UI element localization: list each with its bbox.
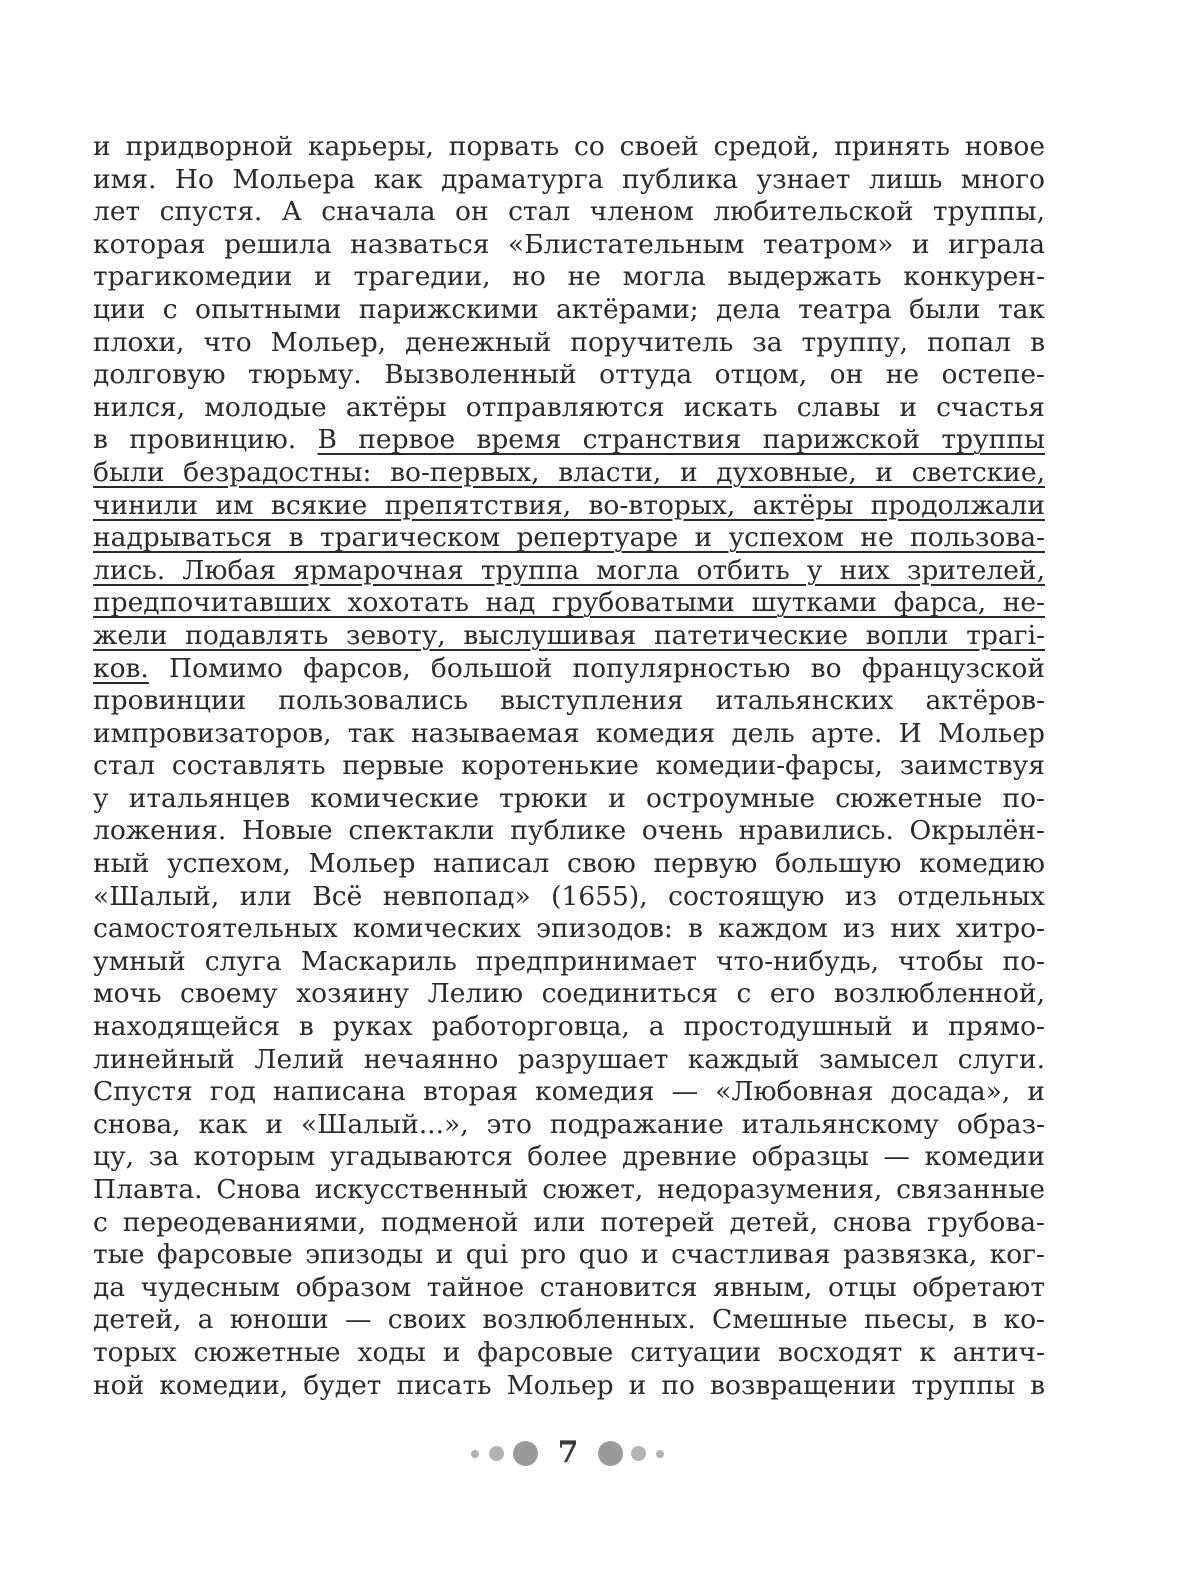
body-text (93, 131, 1045, 1402)
underlined-passage-end: ков. (93, 652, 149, 684)
underlined-passage: В первое время странствия парижской труппы (317, 424, 1046, 456)
underlined-line: предпочитавших хохотать над грубоватыми шутками фарса, не- (93, 587, 1045, 619)
decorative-dot-icon (598, 1441, 623, 1466)
text-line: и придворной карьеры, порвать со своей средой, принять новое (93, 131, 1045, 162)
text-line (93, 653, 1045, 686)
text-line: которая решила назваться «Блистательным театром» и играла (93, 228, 1045, 260)
text-line: торых сюжетные ходы и фарсовые ситуации восходят к антич- (93, 1336, 1045, 1368)
page-footer (0, 1430, 1200, 1480)
text-line: Плавта. Снова искусственный сюжет, недоразумения, связанные (93, 1174, 1045, 1205)
text-line: снова, как и «Шалый...», это подражание итальянскому образ- (93, 1108, 1045, 1140)
text-line: да чудесным образом тайное становится явным, отцы обретают (93, 1271, 1045, 1303)
underlined-line: лись. Любая ярмарочная труппа могла отбить у них зрителей, (93, 554, 1045, 586)
text-line: провинции пользовались выступления итальянских актёров- (93, 685, 1045, 717)
text-line: стал составлять первые коротенькие комедии-фарсы, заимствуя (93, 750, 1045, 782)
decorative-dot-icon (631, 1446, 646, 1461)
text-line: лет спустя. А сначала он стал членом любительской труппы, (93, 196, 1045, 228)
text-line: ции с опытными парижскими актёрами; дела театра были так (93, 293, 1045, 325)
text-line: имя. Но Мольера как драматурга публика узнает лишь много (93, 163, 1045, 195)
text-line: детей, а юноши — своих возлюбленных. Смешные пьесы, в ко- (93, 1304, 1045, 1336)
decorative-dot-icon (489, 1446, 504, 1461)
underlined-line: чинили им всякие препятствия, во-вторых, актёры продолжали (93, 489, 1045, 521)
decorative-dot-icon (656, 1450, 664, 1458)
text-line: у итальянцев комические трюки и остроумные сюжетные по- (93, 782, 1045, 814)
text-line (93, 424, 1045, 457)
text-line: ный успехом, Мольер написал свою первую большую комедию (93, 848, 1045, 880)
text-line: цу, за которым угадываются более древние образцы — комедии (93, 1141, 1045, 1173)
text-line: нился, молодые актёры отправляются искать славы и счастья (93, 391, 1045, 423)
text-segment: в провинцию. (93, 424, 318, 456)
text-line: тые фарсовые эпизоды и qui pro quo и счастливая развязка, ког- (93, 1239, 1045, 1271)
text-line: с переодеваниями, подменой или потерей детей, снова грубова- (93, 1206, 1045, 1238)
text-line: Спустя год написана вторая комедия — «Любовная досада», и (93, 1076, 1045, 1108)
text-line: долговую тюрьму. Вызволенный оттуда отцом, он не остепе- (93, 359, 1045, 391)
underlined-line: надрываться в трагическом репертуаре и успехом не пользова- (93, 522, 1045, 554)
decorative-dot-icon (471, 1450, 479, 1458)
underlined-line: были безрадостны: во-первых, власти, и духовные, и светские, (93, 456, 1045, 488)
underlined-line: жели подавлять зевоту, выслушивая патетические вопли трагі- (93, 619, 1045, 651)
text-segment: Помимо фарсов, большой популярностью во французской (148, 652, 1045, 684)
decorative-dot-icon (513, 1441, 538, 1466)
text-line: мочь своему хозяину Лелию соединиться с его возлюбленной, (93, 978, 1045, 1010)
text-line: умный слуга Маскариль предпринимает что-нибудь, чтобы по- (93, 945, 1045, 977)
text-line: ной комедии, будет писать Мольер и по возвращении труппы в (93, 1369, 1045, 1401)
page-number: 7 (557, 1435, 579, 1470)
text-line: «Шалый, или Всё невпопад» (1655), состоящую из отдельных (93, 880, 1045, 912)
text-line: линейный Лелий нечаянно разрушает каждый замысел слуги. (93, 1043, 1045, 1075)
text-line: плохи, что Мольер, денежный поручитель за труппу, попал в (93, 326, 1045, 358)
text-line: находящейся в руках работорговца, а простодушный и прямо- (93, 1011, 1045, 1043)
text-line: трагикомедии и трагедии, но не могла выдержать конкурен- (93, 261, 1045, 293)
text-line: импровизаторов, так называемая комедия дель арте. И Мольер (93, 717, 1045, 749)
text-line: ложения. Новые спектакли публике очень нравились. Окрылён- (93, 815, 1045, 847)
text-line: самостоятельных комических эпизодов: в каждом из них хитро- (93, 913, 1045, 945)
